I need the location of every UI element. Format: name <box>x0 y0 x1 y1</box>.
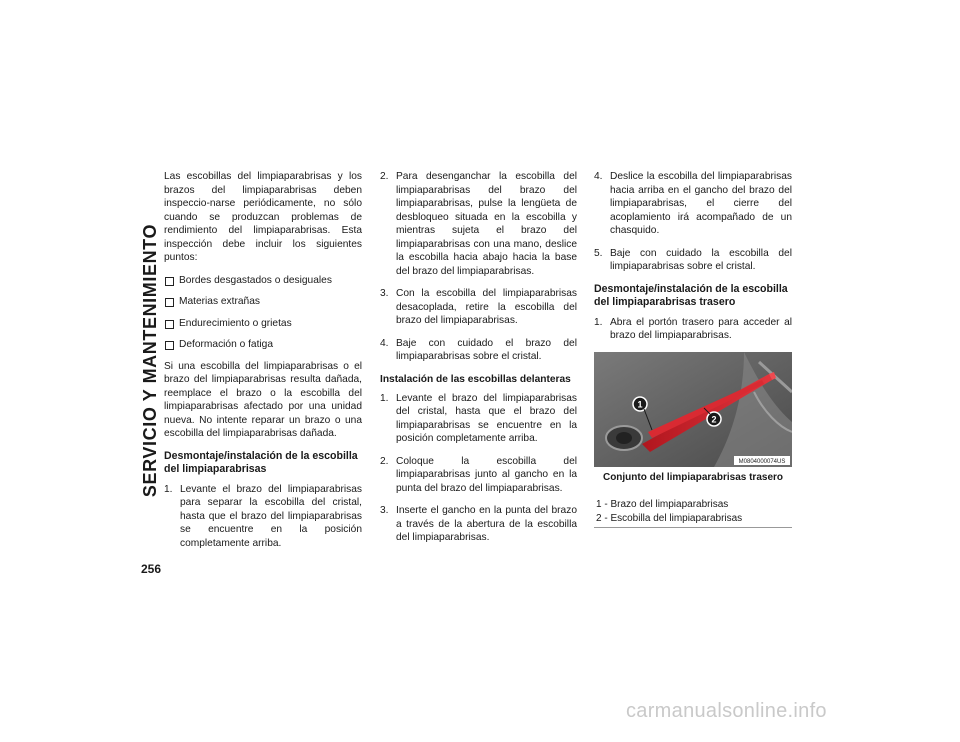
step-text: Coloque la escobilla del limpiaparabrisas junto al gancho en la punta del brazo del limpiaparabrisas. <box>396 455 577 494</box>
step-item <box>380 287 577 328</box>
step-item <box>380 170 577 278</box>
step-text: Levante el brazo del limpiaparabrisas del cristal, hasta que el brazo del limpiaparabrisas se encuentre en la posición completamente arriba. <box>396 392 577 444</box>
step-item <box>380 392 577 446</box>
step-number: 1. <box>594 316 603 328</box>
step-item <box>380 455 577 496</box>
intro-paragraph: Las escobillas del limpiaparabrisas y los brazos del limpiaparabrisas deben inspeccio-narse periódicamente, no sólo cuando se produzcan problemas de rendimiento del limpiaparabrisas. Esta inspección debe incluir los siguientes puntos: <box>164 171 362 263</box>
bullet-text: Materias extrañas <box>179 296 260 307</box>
bullet-text: Endurecimiento o grietas <box>179 317 292 329</box>
column-1 <box>164 170 362 559</box>
step-number: 4. <box>594 171 603 182</box>
bullet-text: Deformación o fatiga <box>179 339 274 350</box>
bullet-item <box>164 295 362 309</box>
step-text: Inserte el gancho en la punta del brazo a través de la abertura de la escobilla del limpiaparabrisas. <box>396 505 577 543</box>
step-item <box>164 483 362 551</box>
rear-wiper-illustration <box>594 352 792 467</box>
damage-paragraph: Si una escobilla del limpiaparabrisas o el brazo del limpiaparabrisas resulta dañada, reemplace el brazo o la escobilla del limpiaparabrisas afectado por una unidad nueva. No intente reparar un brazo o una escobilla del limpiaparabrisas dañada. <box>164 360 362 439</box>
step-number: 4. <box>380 337 389 349</box>
legend-item: 2 - Escobilla del limpiaparabrisas <box>596 512 743 524</box>
step-number: 1. <box>380 392 389 404</box>
step-item <box>594 316 792 343</box>
subsection-heading: Instalación de las escobillas delanteras <box>380 373 571 385</box>
watermark: carmanualsonline.info <box>626 700 827 722</box>
page-number: 256 <box>141 562 162 576</box>
section-title-text: SERVICIO Y MANTENIMIENTO <box>140 223 161 497</box>
checkbox-square-icon <box>165 277 174 286</box>
checkbox-square-icon <box>165 341 174 350</box>
bullet-text: Bordes desgastados o desiguales <box>179 274 332 286</box>
section-heading: Desmontaje/instalación de la escobilla del limpiaparabrisas trasero <box>594 282 788 308</box>
step-item <box>594 170 792 238</box>
bullet-item <box>164 317 362 331</box>
step-number: 3. <box>380 505 389 516</box>
figure-caption: Conjunto del limpiaparabrisas trasero <box>602 471 784 483</box>
checkbox-square-icon <box>165 320 174 329</box>
callout-2-label: 2 <box>711 414 717 424</box>
legend-item: 1 - Brazo del limpiaparabrisas <box>596 499 729 510</box>
figure-code: M0804000074US <box>738 458 786 465</box>
step-number: 2. <box>380 455 389 467</box>
step-text: Baje con cuidado la escobilla del limpiaparabrisas sobre el cristal. <box>610 247 792 272</box>
step-text: Para desenganchar la escobilla del limpiaparabrisas del brazo del limpiaparabrisas, pulse la lengüeta de desbloqueo situada en la escobilla y mientras sujeta el brazo del limpiaparabrisas con una mano, deslice la escobilla hacia abajo hacia la base del brazo del limpiaparabrisas. <box>396 171 577 277</box>
step-text: Baje con cuidado el brazo del limpiaparabrisas sobre el cristal. <box>396 337 577 362</box>
legend-divider <box>594 527 792 528</box>
step-number: 3. <box>380 288 389 299</box>
step-item <box>594 247 792 274</box>
step-text: Con la escobilla del limpiaparabrisas desacoplada, retire la escobilla del brazo del limpiaparabrisas. <box>396 288 577 326</box>
bullet-item <box>164 338 362 352</box>
step-item <box>380 337 577 364</box>
step-text: Abra el portón trasero para acceder al brazo del limpiaparabrisas. <box>610 316 792 341</box>
step-item <box>380 504 577 545</box>
section-side-title <box>138 166 164 554</box>
callout-1-label: 1 <box>637 399 643 409</box>
rear-wiper-figure <box>594 352 792 467</box>
checkbox-square-icon <box>165 298 174 307</box>
step-number: 5. <box>594 247 603 259</box>
column-3 <box>594 170 792 528</box>
column-2 <box>380 170 577 554</box>
bullet-item <box>164 274 362 288</box>
step-number: 2. <box>380 171 389 182</box>
section-heading: Desmontaje/instalación de la escobilla del limpiaparabrisas <box>164 449 358 475</box>
step-text: Levante el brazo del limpiaparabrisas para separar la escobilla del cristal, hasta que el brazo del limpiaparabrisas se encuentre en la posición completamente arriba. <box>180 483 362 549</box>
step-number: 1. <box>164 483 173 495</box>
step-text: Deslice la escobilla del limpiaparabrisas hacia arriba en el gancho del brazo del limpiaparabrisas, el cierre del acoplamiento irá acompañado de un chasquido. <box>610 171 792 236</box>
